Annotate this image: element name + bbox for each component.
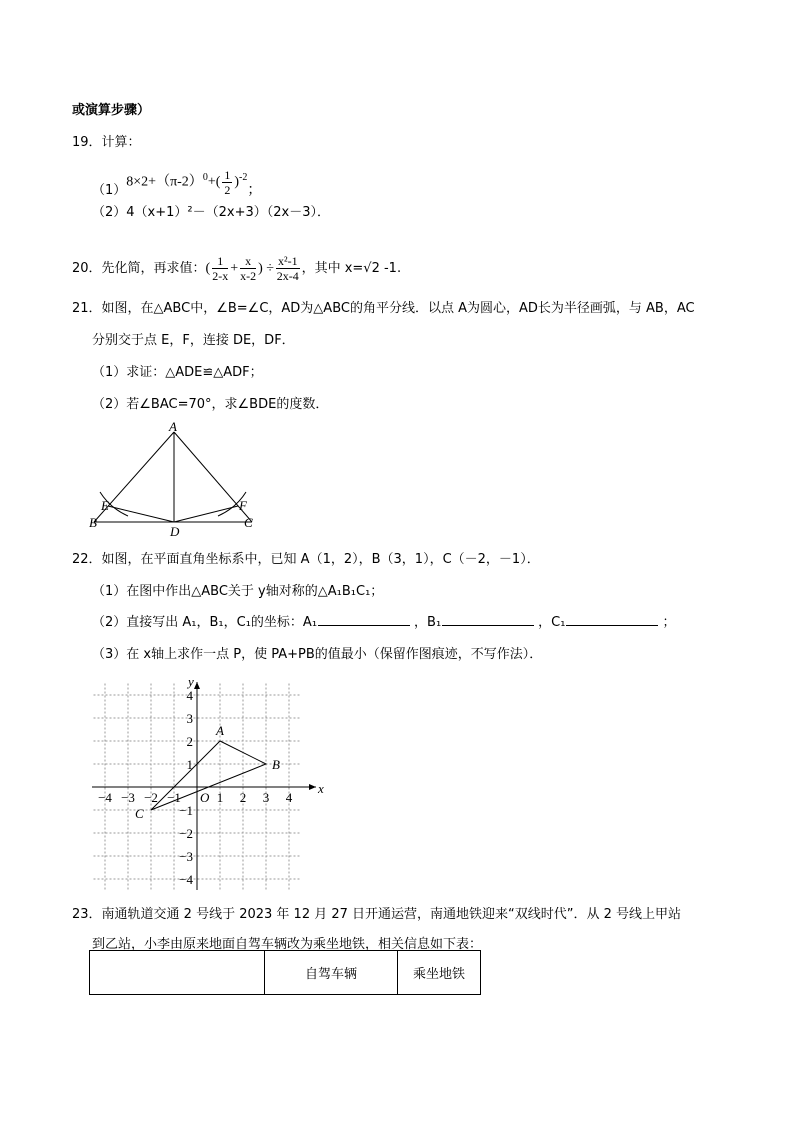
q21-line1: 21．如图，在△ABC中，∠B=∠C，AD为△ABC的角平分线．以点 A为圆心，AD长为半径画弧，与 AB，AC: [72, 301, 695, 316]
q22-part1: （1）在图中作出△ABC关于 y轴对称的△A₁B₁C₁；: [92, 584, 384, 599]
x-tick-label: −3: [121, 790, 135, 805]
q19-part2: （2）4（x+1）²－（2x+3）（2x－3）．: [92, 205, 330, 220]
y-arrow-icon: [194, 682, 200, 689]
x-tick-label: −2: [144, 790, 158, 805]
x-tick-label: 1: [216, 790, 224, 805]
y-tick-label: 3: [186, 711, 193, 726]
q20-frac2: $\frac{x}{x-2}$: [240, 254, 257, 283]
triangle-figure: [80, 420, 270, 545]
point-label-A: A: [216, 723, 224, 738]
q20-title: 20．先化简，再求值：: [72, 261, 206, 276]
y-axis-label: y: [188, 674, 194, 689]
table-header-metro: 乘坐地铁: [398, 951, 481, 995]
label-E: E: [101, 498, 109, 513]
coordinate-graph: [85, 670, 325, 895]
section-header: 或演算步骤）: [72, 103, 151, 118]
y-tick-label: −2: [179, 826, 193, 841]
q23-line2: 到乙站，小李由原来地面自驾车辆改为乘坐地铁，相关信息如下表：: [92, 937, 483, 952]
q20-tail: ，其中 x=√2 -1.: [301, 261, 402, 276]
table-header-car: 自驾车辆: [265, 951, 398, 995]
q19-p1-exp: -2: [239, 172, 248, 183]
label-D: D: [170, 524, 180, 539]
q19-part1: [92, 165, 261, 197]
q22-part2: [92, 615, 675, 631]
q20-frac1: $\frac{1}{2-x}$: [212, 254, 229, 283]
y-tick-label: −4: [179, 872, 193, 887]
x-tick-label: 3: [262, 790, 270, 805]
q20-plus: +: [230, 261, 239, 276]
y-tick-label: 4: [186, 688, 193, 703]
x-tick-label: 2: [239, 790, 247, 805]
info-table: [89, 950, 481, 995]
q19-p1-paren: ): [234, 174, 240, 190]
q21-part2: （2）若∠BAC=70°，求∠BDE的度数．: [92, 397, 329, 412]
q19-p1-expr: 8×2+（π-2）: [126, 174, 203, 190]
x-tick-label: −1: [167, 790, 181, 805]
table-header-empty: [90, 951, 265, 995]
answer-blank-c1[interactable]: [566, 625, 658, 626]
x-arrow-icon: [309, 784, 316, 790]
q22-p2-end: ；: [662, 615, 676, 630]
q22-p2-b1: ，B₁: [414, 615, 442, 630]
label-F: F: [239, 498, 247, 513]
q21-part1: （1）求证：△ADE≌△ADF；: [92, 365, 263, 380]
q22-part3: （3）在 x轴上求作一点 P，使 PA+PB的值最小（保留作图痕迹，不写作法）．: [92, 647, 543, 662]
q19-p1-label: （1）: [92, 182, 127, 198]
q19-title: 19．计算：: [72, 135, 141, 150]
answer-blank-b1[interactable]: [442, 625, 534, 626]
x-tick-label: 4: [285, 790, 293, 805]
y-tick-label: −1: [179, 803, 193, 818]
q19-p1-exp0: 0: [202, 172, 208, 183]
point-label-C: C: [135, 806, 144, 821]
q19-p1-end: ；: [247, 182, 262, 198]
origin-label: O: [200, 790, 210, 805]
q23-line1: 23．南通轨道交通 2 号线于 2023 年 12 月 27 日开通运营，南通地铁迎来“双线时代”．从 2 号线上甲站: [72, 907, 682, 922]
y-tick-label: 1: [186, 757, 193, 772]
y-tick-label: −3: [179, 849, 193, 864]
q19-p1-plus: +(: [207, 174, 221, 190]
q20-frac3: $\frac{\text{x²-1}}{2x-4}$: [276, 254, 299, 283]
q20-div: ) ÷: [258, 261, 274, 276]
q22-p2-c1: ，C₁: [538, 615, 566, 630]
q21-line2: 分别交于点 E，F，连接 DE，DF．: [92, 333, 295, 348]
x-tick-label: −4: [98, 790, 112, 805]
label-C: C: [244, 515, 253, 530]
q22-p2-text: （2）直接写出 A₁，B₁，C₁的坐标：A₁: [92, 615, 318, 630]
label-B: B: [89, 515, 97, 530]
x-axis-label: x: [318, 781, 324, 796]
q20: 20．先化简，再求值：( $\frac{1}{2-x}$ + $\frac{x}{x-2}$ ) ÷ $\frac{\text{x²-1}}{2x-4}$ ，其中 x=√2 -1.: [72, 254, 402, 283]
y-tick-label: 2: [186, 734, 193, 749]
point-label-B: B: [272, 757, 280, 772]
q19-fraction: $\frac{1}{2}$: [224, 167, 231, 197]
q22-line1: 22．如图，在平面直角坐标系中，已知 A（1，2），B（3，1），C（－2，－1）．: [72, 552, 540, 567]
label-A: A: [169, 420, 177, 434]
answer-blank-a1[interactable]: [318, 625, 410, 626]
